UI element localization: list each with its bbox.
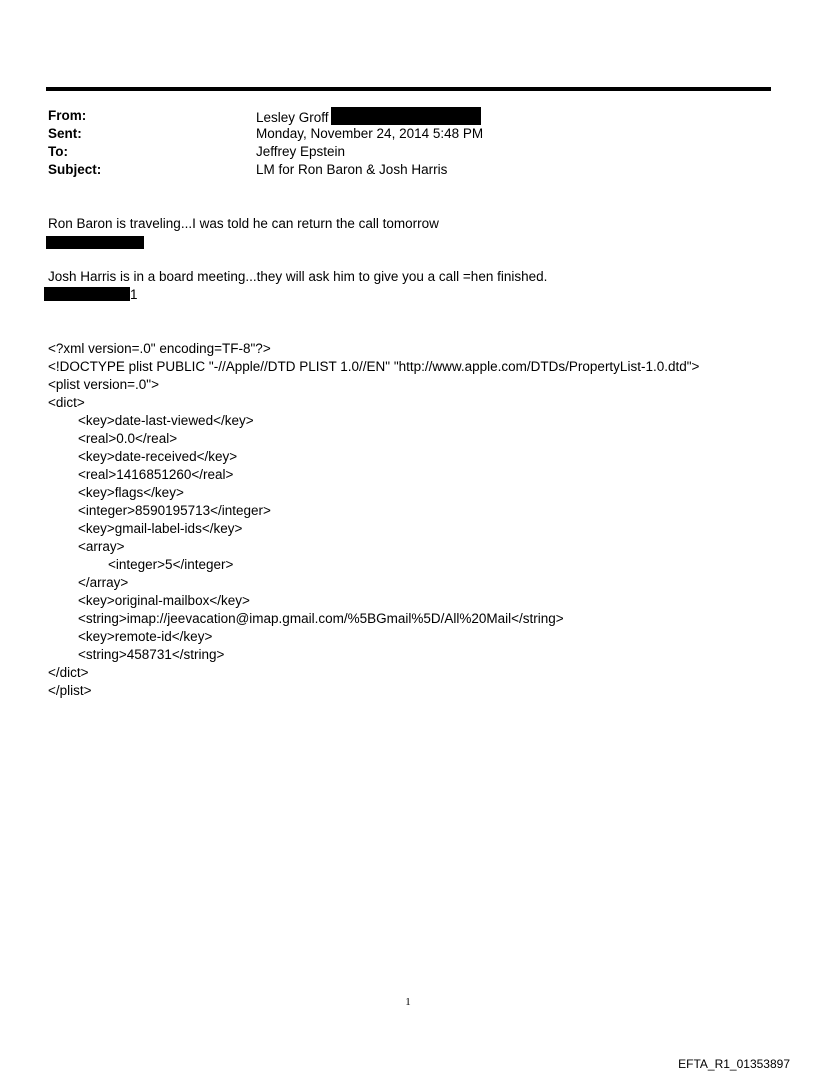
from-label: From: [48,108,87,123]
subject-label: Subject: [48,162,102,177]
to-label: To: [48,144,68,159]
xml-line: <dict> [48,395,85,410]
redaction-block [331,107,481,125]
bates-number: EFTA_R1_01353897 [678,1057,790,1071]
xml-line: <plist version=.0"> [48,377,159,392]
redacted-signature [44,286,138,304]
xml-line: <key>flags</key> [48,485,184,500]
plist-xml [48,340,699,700]
from-value [256,107,481,127]
xml-line: <real>0.0</real> [48,431,178,446]
xml-line: <string>imap://jeevacation@imap.gmail.com/%5BGmail%5D/All%20Mail</string> [48,611,564,626]
header-rule [46,87,771,91]
page-number: 1 [405,996,411,1008]
message-line-2: Josh Harris is in a board meeting...they will ask him to give you a call =hen finished. [48,269,548,284]
redaction-block [46,236,144,249]
xml-line: </plist> [48,683,92,698]
sent-label: Sent: [48,126,82,141]
redaction-tail: 1 [130,287,138,302]
redaction-block [44,287,130,301]
from-name: Lesley Groff [256,110,329,125]
xml-line: <string>458731</string> [48,647,225,662]
xml-line: <!DOCTYPE plist PUBLIC "-//Apple//DTD PLIST 1.0//EN" "http://www.apple.com/DTDs/PropertyList-1.0.dtd"> [48,359,700,374]
xml-line: <array> [48,539,125,554]
xml-line: </dict> [48,665,89,680]
xml-line: <integer>8590195713</integer> [48,503,271,518]
sent-value: Monday, November 24, 2014 5:48 PM [256,126,484,141]
xml-line: <key>date-last-viewed</key> [48,413,254,428]
xml-line: <key>original-mailbox</key> [48,593,250,608]
xml-line: <key>gmail-label-ids</key> [48,521,243,536]
xml-line: <key>date-received</key> [48,449,238,464]
xml-line: <?xml version=.0" encoding=TF-8"?> [48,341,271,356]
to-value: Jeffrey Epstein [256,144,346,159]
subject-value: LM for Ron Baron & Josh Harris [256,162,448,177]
xml-line: </array> [48,575,129,590]
xml-line: <key>remote-id</key> [48,629,213,644]
message-line-1: Ron Baron is traveling...I was told he can return the call tomorrow [48,216,439,231]
xml-line: <real>1416851260</real> [48,467,234,482]
xml-line: <integer>5</integer> [48,557,234,572]
